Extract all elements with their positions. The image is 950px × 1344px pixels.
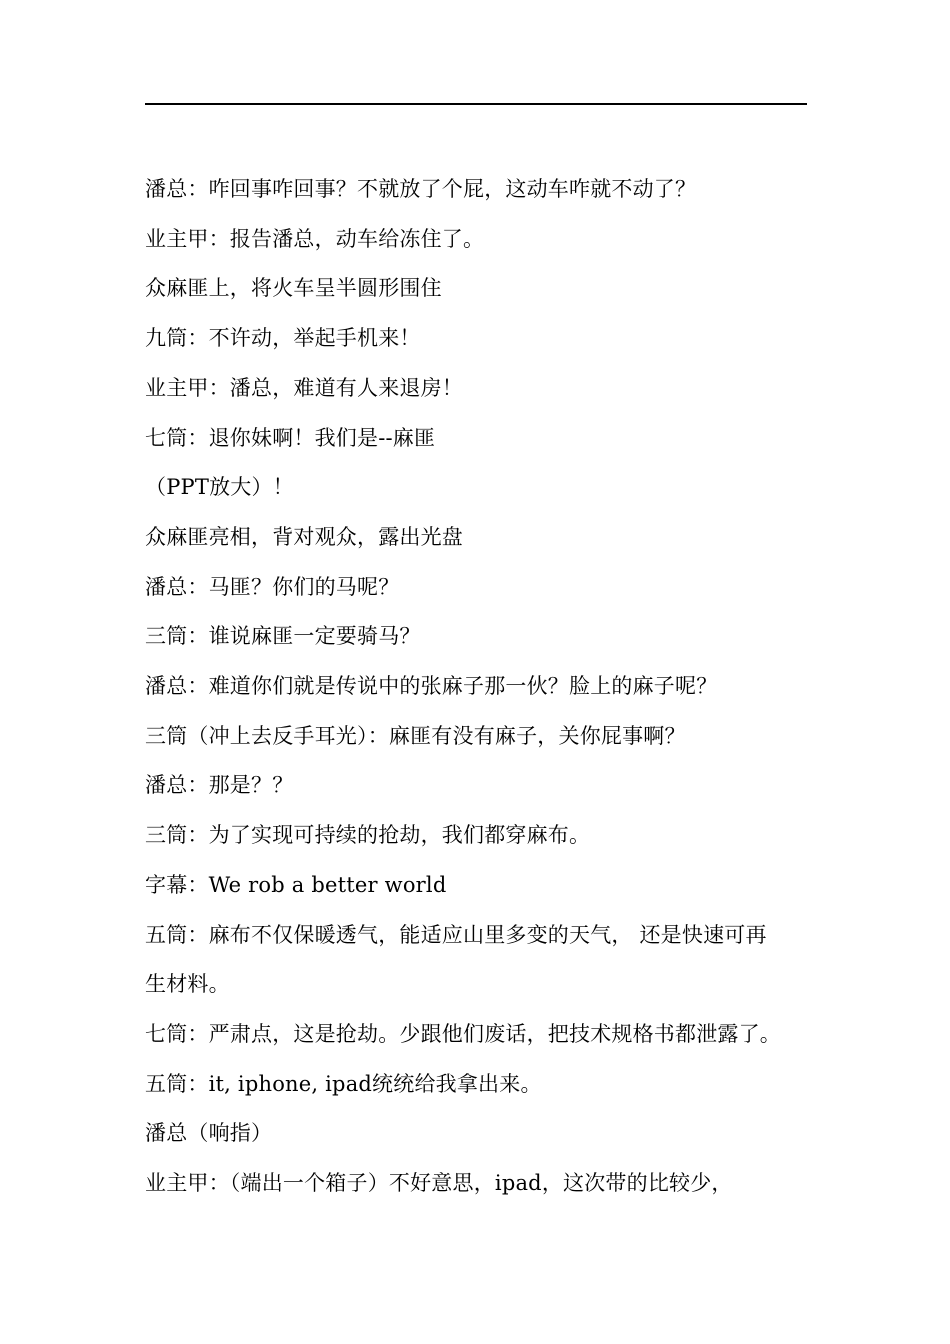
script-line: 潘总：难道你们就是传说中的张麻子那一伙？脸上的麻子呢？: [145, 674, 718, 699]
script-line: 潘总：咋回事咋回事？不就放了个屁，这动车咋就不动了？: [145, 177, 697, 201]
script-line: 三筒（冲上去反手耳光）：麻匪有没有麻子，关你屁事啊？: [145, 723, 686, 748]
script-line: 九筒：不许动，举起手机来！: [145, 326, 421, 351]
script-body: [145, 165, 815, 1209]
script-line: 业主甲：潘总，难道有人来退房！: [145, 375, 463, 400]
script-line-subtitle: 字幕：We rob a better world: [145, 872, 447, 897]
script-line: 三筒：为了实现可持续的抢劫，我们都穿麻布。: [145, 823, 591, 848]
script-line: 潘总：那是？？: [145, 773, 294, 798]
header-rule: [145, 103, 807, 105]
script-line: 七筒：严肃点，这是抢劫。少跟他们废话，把技术规格书都泄露了。: [145, 1021, 781, 1046]
script-line: 三筒：谁说麻匪一定要骑马？: [145, 624, 421, 649]
script-line: 生材料。: [145, 972, 230, 997]
script-line: （PPT放大）！: [145, 475, 294, 500]
script-line: 潘总：马匪？你们的马呢？: [145, 574, 400, 599]
script-line: 五筒：麻布不仅保暖透气，能适应山里多变的天气， 还是快速可再: [145, 922, 767, 947]
script-line: 业主甲：（端出一个箱子）不好意思，ipad，这次带的比较少，: [145, 1171, 733, 1196]
script-line: 众麻匪上，将火车呈半圆形围住: [145, 276, 442, 301]
script-line: 五筒：it, iphone, ipad统统给我拿出来。: [145, 1071, 542, 1096]
script-line: 业主甲：报告潘总，动车给冻住了。: [145, 226, 485, 251]
script-line: 众麻匪亮相，背对观众，露出光盘: [145, 524, 463, 549]
script-line: 七筒：退你妹啊！我们是--麻匪: [145, 425, 436, 450]
script-line: 潘总（响指）: [145, 1121, 273, 1146]
